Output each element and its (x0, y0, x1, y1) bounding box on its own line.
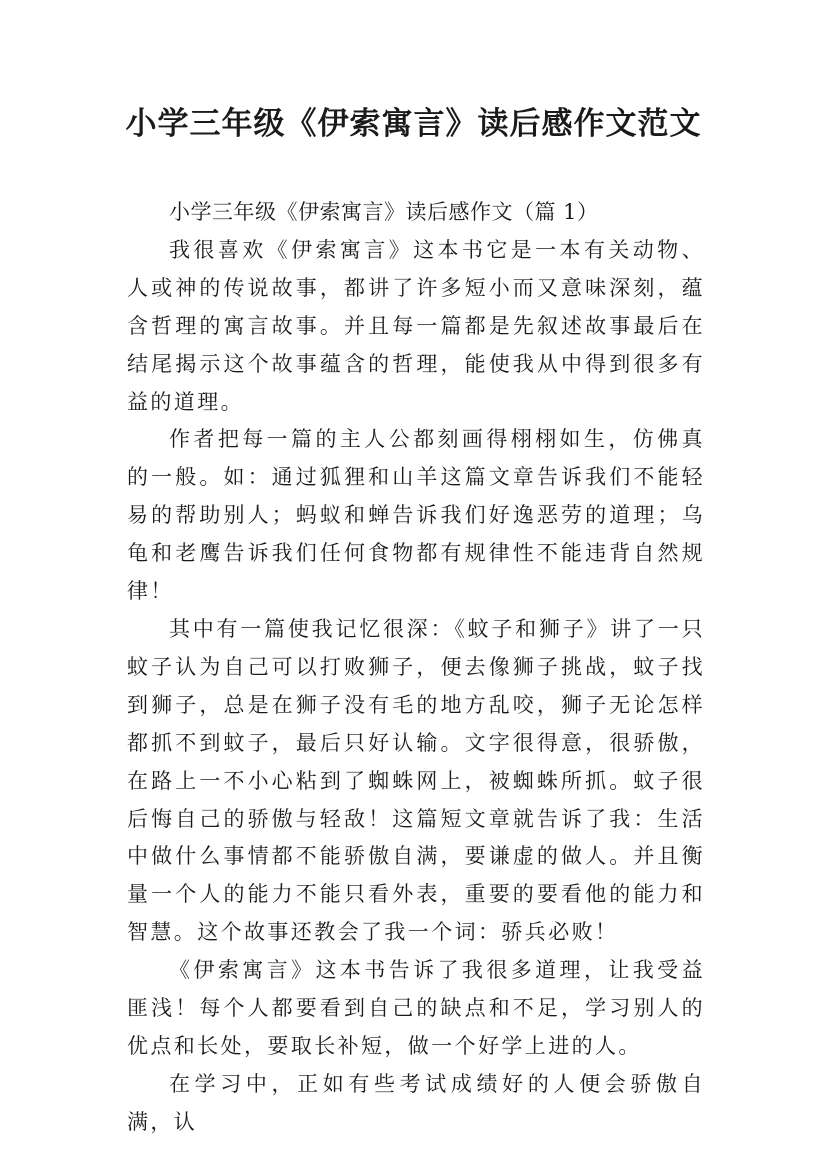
paragraph-5: 在学习中，正如有些考试成绩好的人便会骄傲自满，认 (127, 1071, 705, 1134)
paragraph-1: 我很喜欢《伊索寓言》这本书它是一本有关动物、人或神的传说故事，都讲了许多短小而又意味深刻，蕴含哲理的寓言故事。并且每一篇都是先叙述故事最后在结尾揭示这个故事蕴含的哲理，能使我从中得到很多有益的道理。 (127, 237, 705, 414)
paragraph-2: 作者把每一篇的主人公都刻画得栩栩如生，仿佛真的一般。如：通过狐狸和山羊这篇文章告诉我们不能轻易的帮助别人；蚂蚁和蝉告诉我们好逸恶劳的道理；乌龟和老鹰告诉我们任何食物都有规律性不能违背自然规律！ (127, 427, 705, 604)
paragraph-4: 《伊索寓言》这本书告诉了我很多道理，让我受益匪浅！每个人都要看到自己的缺点和不足，学习别人的优点和长处，要取长补短，做一个好学上进的人。 (127, 958, 705, 1058)
document-body (127, 194, 705, 1142)
section-heading: 小学三年级《伊索寓言》读后感作文（篇 1） (169, 200, 599, 224)
document-title: 小学三年级《伊索寓言》读后感作文范文 (125, 106, 702, 142)
paragraph-3: 其中有一篇使我记忆很深：《蚊子和狮子》讲了一只蚊子认为自己可以打败狮子，便去像狮子挑战，蚊子找到狮子，总是在狮子没有毛的地方乱咬，狮子无论怎样都抓不到蚊子，最后只好认输。文字很得意，很骄傲，在路上一不小心粘到了蜘蛛网上，被蜘蛛所抓。蚊子很后悔自己的骄傲与轻敌！这篇短文章就告诉了我：生活中做什么事情都不能骄傲自满，要谦虚的做人。并且衡量一个人的能力不能只看外表，重要的要看他的能力和智慧。这个故事还教会了我一个词：骄兵必败！ (127, 616, 705, 945)
